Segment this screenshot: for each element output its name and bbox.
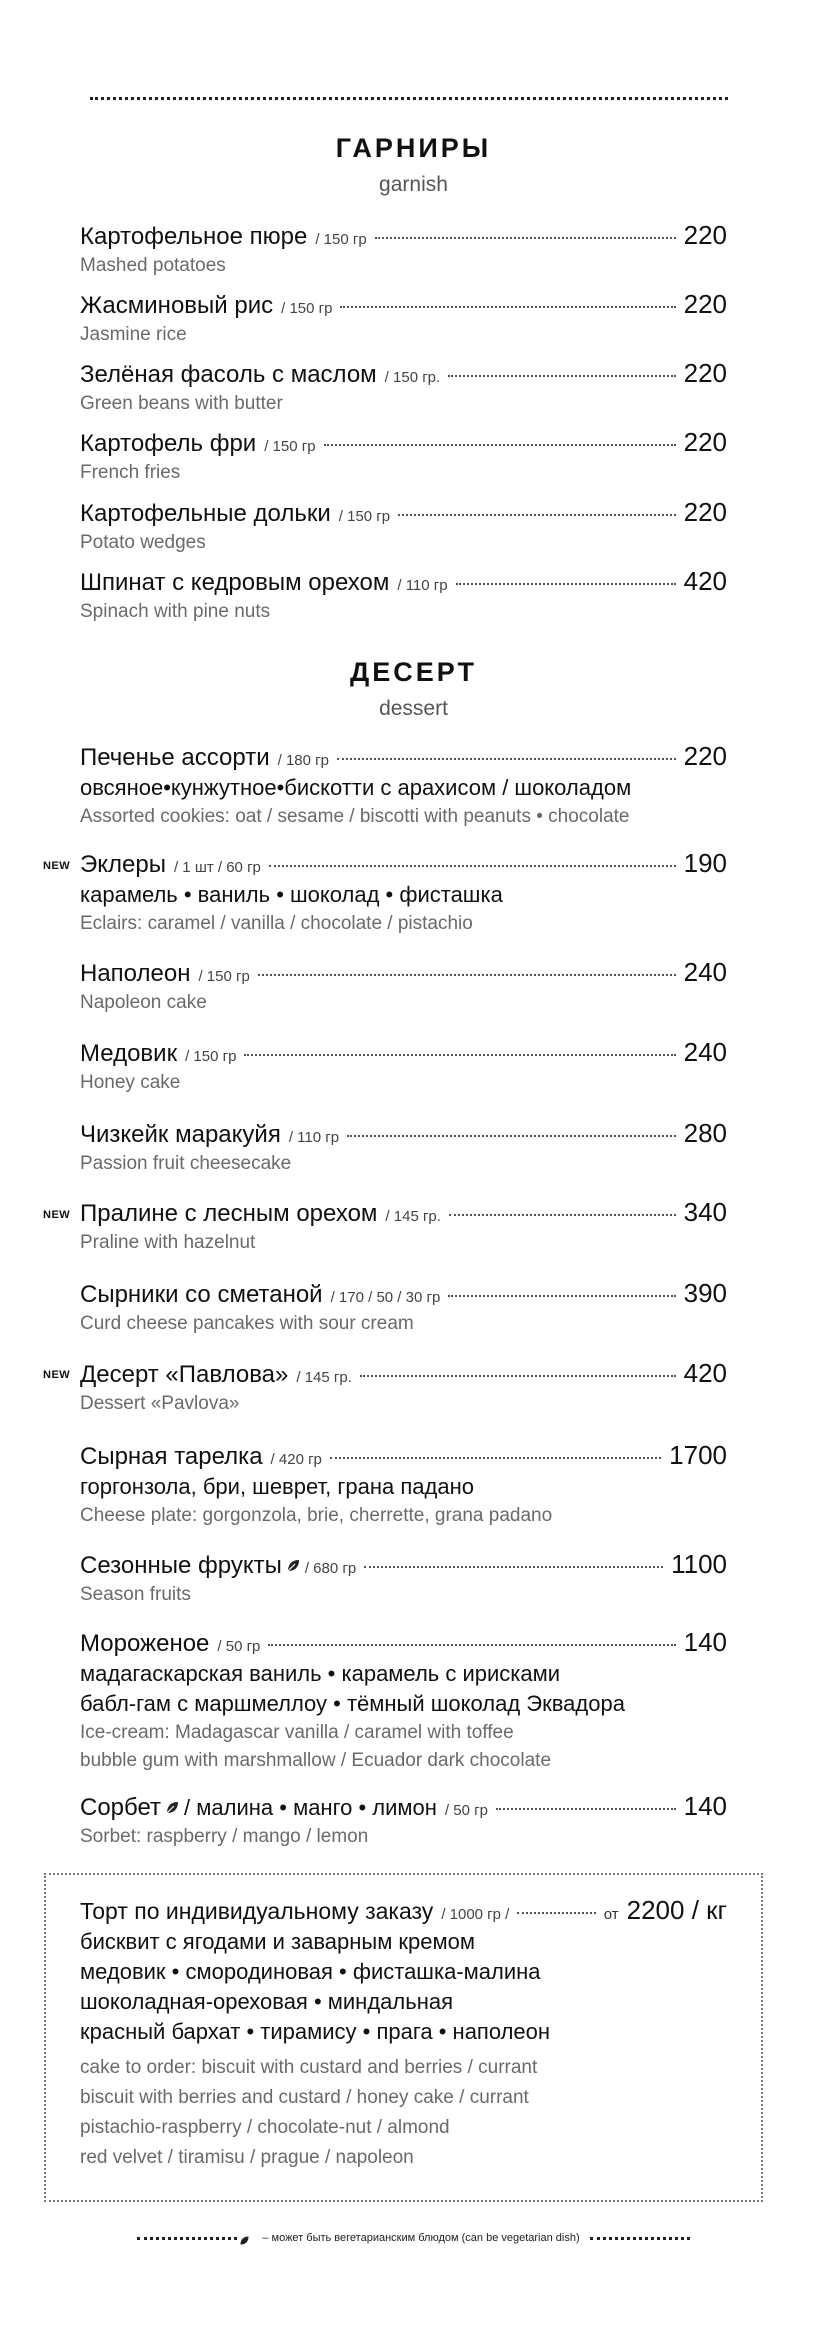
item-english: Mashed potatoes [80, 255, 226, 276]
dot-leader [398, 514, 675, 516]
cake-english-line: biscuit with berries and custard / honey cake / currant [80, 2087, 529, 2108]
item-english: Jasmine rice [80, 324, 187, 345]
menu-item [80, 1791, 727, 1851]
item-russian-description: бабл-гам с маршмеллоу • тёмный шоколад Эквадора [80, 1691, 625, 1716]
item-english: bubble gum with marshmallow / Ecuador dark chocolate [80, 1750, 552, 1771]
dot-leader [456, 583, 676, 585]
item-russian-description: овсяное•кунжутное•бискотти с арахисом / шоколадом [80, 775, 632, 800]
item-weight: / 150 гр [281, 300, 333, 317]
item-english: Praline with hazelnut [80, 1232, 256, 1253]
cake-english-line: red velvet / tiramisu / prague / napoleon [80, 2147, 414, 2168]
menu-item [80, 1197, 727, 1257]
footer-divider-left [137, 2237, 237, 2240]
item-weight: / 150 гр [338, 508, 391, 525]
dessert-title: ДЕСЕРТ [350, 657, 477, 687]
footer-text: – может быть вегетарианским блюдом (can be vegetarian dish) [262, 2232, 580, 2244]
menu-item [80, 289, 727, 349]
item-price: 140 [683, 1627, 727, 1657]
vegetarian-leaf-icon [165, 1800, 180, 1815]
price-from-label: от [603, 1906, 619, 1923]
menu-item [80, 1358, 727, 1418]
item-name: Сорбет [80, 1794, 162, 1821]
dot-leader [449, 1214, 676, 1216]
new-badge: NEW [43, 1369, 71, 1381]
item-name: Печенье ассорти [80, 744, 270, 771]
item-price: 390 [683, 1278, 727, 1308]
item-name: Десерт «Павлова» [80, 1361, 289, 1388]
vegetarian-leaf-icon [286, 1558, 301, 1573]
item-name: Мороженое [80, 1630, 210, 1657]
item-price: 1700 [669, 1440, 727, 1470]
menu-item [80, 848, 727, 938]
item-weight: / 150 гр [315, 231, 367, 248]
cake-english-line: cake to order: biscuit with custard and berries / currant [80, 2057, 538, 2078]
item-price: 280 [683, 1118, 727, 1148]
item-price: 190 [683, 848, 727, 878]
dot-leader [360, 1375, 676, 1377]
item-name: Сырники со сметаной [80, 1281, 323, 1308]
item-english: Honey cake [80, 1072, 181, 1093]
item-name: Зелёная фасоль с маслом [80, 361, 377, 388]
item-price: 220 [683, 289, 727, 319]
item-name: Жасминовый рис [80, 292, 274, 319]
item-weight: / 150 гр [264, 438, 316, 455]
item-price: 240 [683, 1037, 727, 1067]
dessert-subtitle: dessert [379, 697, 448, 720]
dot-leader [258, 974, 676, 976]
item-weight: / 110 гр [397, 577, 448, 594]
item-name: Картофельное пюре [80, 223, 308, 250]
item-english: Napoleon cake [80, 992, 207, 1013]
item-english: French fries [80, 462, 181, 483]
item-name: Торт по индивидуальному заказу [80, 1898, 434, 1924]
item-russian-description: горгонзола, бри, шеврет, грана падано [80, 1474, 474, 1499]
item-price: 220 [683, 497, 727, 527]
item-english: Dessert «Pavlova» [80, 1393, 240, 1414]
dot-leader [375, 237, 676, 239]
item-weight: / 150 гр. [384, 369, 441, 386]
item-price: 220 [683, 220, 727, 250]
cake-russian-line: красный бархат • тирамису • прага • наполеон [80, 2019, 551, 2044]
menu-item [80, 358, 727, 418]
item-price: 1100 [671, 1549, 727, 1579]
footer-note [0, 2232, 827, 2244]
item-name: Наполеон [80, 960, 191, 987]
menu-item [80, 427, 727, 487]
new-badge: NEW [43, 860, 71, 872]
item-name: Чизкейк маракуйя [80, 1121, 281, 1148]
menu-item [80, 220, 727, 280]
dot-leader [517, 1912, 595, 1914]
cake-english-line: pistachio-raspberry / chocolate-nut / almond [80, 2117, 450, 2138]
dot-leader [448, 1295, 675, 1297]
dot-leader [337, 758, 676, 760]
menu-item [80, 566, 727, 626]
item-name: Шпинат с кедровым орехом [80, 569, 390, 596]
item-weight: / 150 гр [198, 968, 250, 985]
menu-item [80, 1440, 727, 1530]
dot-leader [448, 375, 675, 377]
dot-leader [364, 1566, 663, 1568]
cake-russian-line: шоколадная-ореховая • миндальная [80, 1989, 454, 2014]
item-russian-description: карамель • ваниль • шоколад • фисташка [80, 882, 503, 907]
item-price: 220 [683, 427, 727, 457]
item-weight: / 1 шт / 60 гр [173, 859, 261, 876]
item-price: 220 [683, 358, 727, 388]
item-english: Potato wedges [80, 532, 206, 553]
item-price: 340 [683, 1197, 727, 1227]
dot-leader [496, 1808, 676, 1810]
menu-item [80, 497, 727, 557]
item-weight: / 110 гр [288, 1129, 340, 1146]
menu-item [80, 1627, 727, 1775]
dot-leader [268, 1644, 675, 1646]
item-english: Spinach with pine nuts [80, 601, 271, 622]
custom-cake-item [80, 1895, 727, 2173]
garnish-title: ГАРНИРЫ [335, 133, 492, 163]
item-english: Green beans with butter [80, 393, 283, 414]
vegetarian-leaf-icon [239, 2233, 250, 2244]
item-name: Картофель фри [80, 430, 257, 457]
item-english: Season fruits [80, 1584, 191, 1605]
new-badge: NEW [43, 1209, 71, 1221]
item-name: Пралине с лесным орехом [80, 1200, 378, 1227]
item-weight: / 145 гр. [385, 1208, 441, 1225]
item-price: 220 [683, 741, 727, 771]
dot-leader [244, 1054, 675, 1056]
item-price: 2200 / кг [626, 1895, 727, 1925]
menu-item [80, 957, 727, 1017]
item-english: Eclairs: caramel / vanilla / chocolate / pistachio [80, 913, 473, 934]
dot-leader [330, 1457, 661, 1459]
item-weight: / 150 гр [185, 1048, 237, 1065]
item-weight: / 50 гр [444, 1802, 488, 1819]
item-name: Картофельные дольки [80, 500, 331, 527]
item-english: Ice-cream: Madagascar vanilla / caramel with toffee [80, 1722, 514, 1743]
item-weight: / 1000 гр / [441, 1906, 510, 1923]
item-english: Passion fruit cheesecake [80, 1153, 292, 1174]
item-weight: / 50 гр [217, 1638, 261, 1655]
top-divider [90, 97, 728, 100]
item-price: 140 [683, 1791, 727, 1821]
item-weight: / 145 гр. [296, 1369, 352, 1386]
item-price: 420 [683, 1358, 727, 1388]
item-weight: / 420 гр [270, 1451, 322, 1468]
item-price: 240 [683, 957, 727, 987]
item-price: 420 [683, 566, 727, 596]
item-english: Cheese plate: gorgonzola, brie, cherrette, grana padano [80, 1505, 553, 1526]
menu-item [80, 1037, 727, 1097]
item-english: Curd cheese pancakes with sour cream [80, 1313, 414, 1334]
footer-divider-right [590, 2237, 690, 2240]
item-weight: / 170 / 50 / 30 гр [330, 1289, 441, 1306]
item-weight: / 180 гр [277, 752, 329, 769]
item-name: Эклеры [80, 851, 166, 878]
cake-russian-line: бисквит с ягодами и заварным кремом [80, 1929, 476, 1954]
dot-leader [269, 865, 676, 867]
item-russian-description: мадагаскарская ваниль • карамель с ирисками [80, 1661, 561, 1686]
dot-leader [340, 306, 675, 308]
item-english: Assorted cookies: oat / sesame / biscotti with peanuts • chocolate [80, 806, 630, 827]
menu-item [80, 1278, 727, 1338]
item-name: Сырная тарелка [80, 1443, 263, 1470]
dot-leader [324, 444, 676, 446]
menu-item [80, 1549, 727, 1609]
item-name: Медовик [80, 1040, 178, 1067]
cake-russian-line: медовик • смородиновая • фисташка-малина [80, 1959, 541, 1984]
item-name: Сезонные фрукты [80, 1552, 282, 1579]
item-flavors: / малина • манго • лимон [184, 1795, 437, 1820]
garnish-subtitle: garnish [379, 173, 448, 196]
item-weight: / 680 гр [304, 1560, 357, 1577]
menu-item [80, 1118, 727, 1178]
item-english: Sorbet: raspberry / mango / lemon [80, 1826, 369, 1847]
dot-leader [347, 1135, 676, 1137]
menu-item [80, 741, 727, 831]
